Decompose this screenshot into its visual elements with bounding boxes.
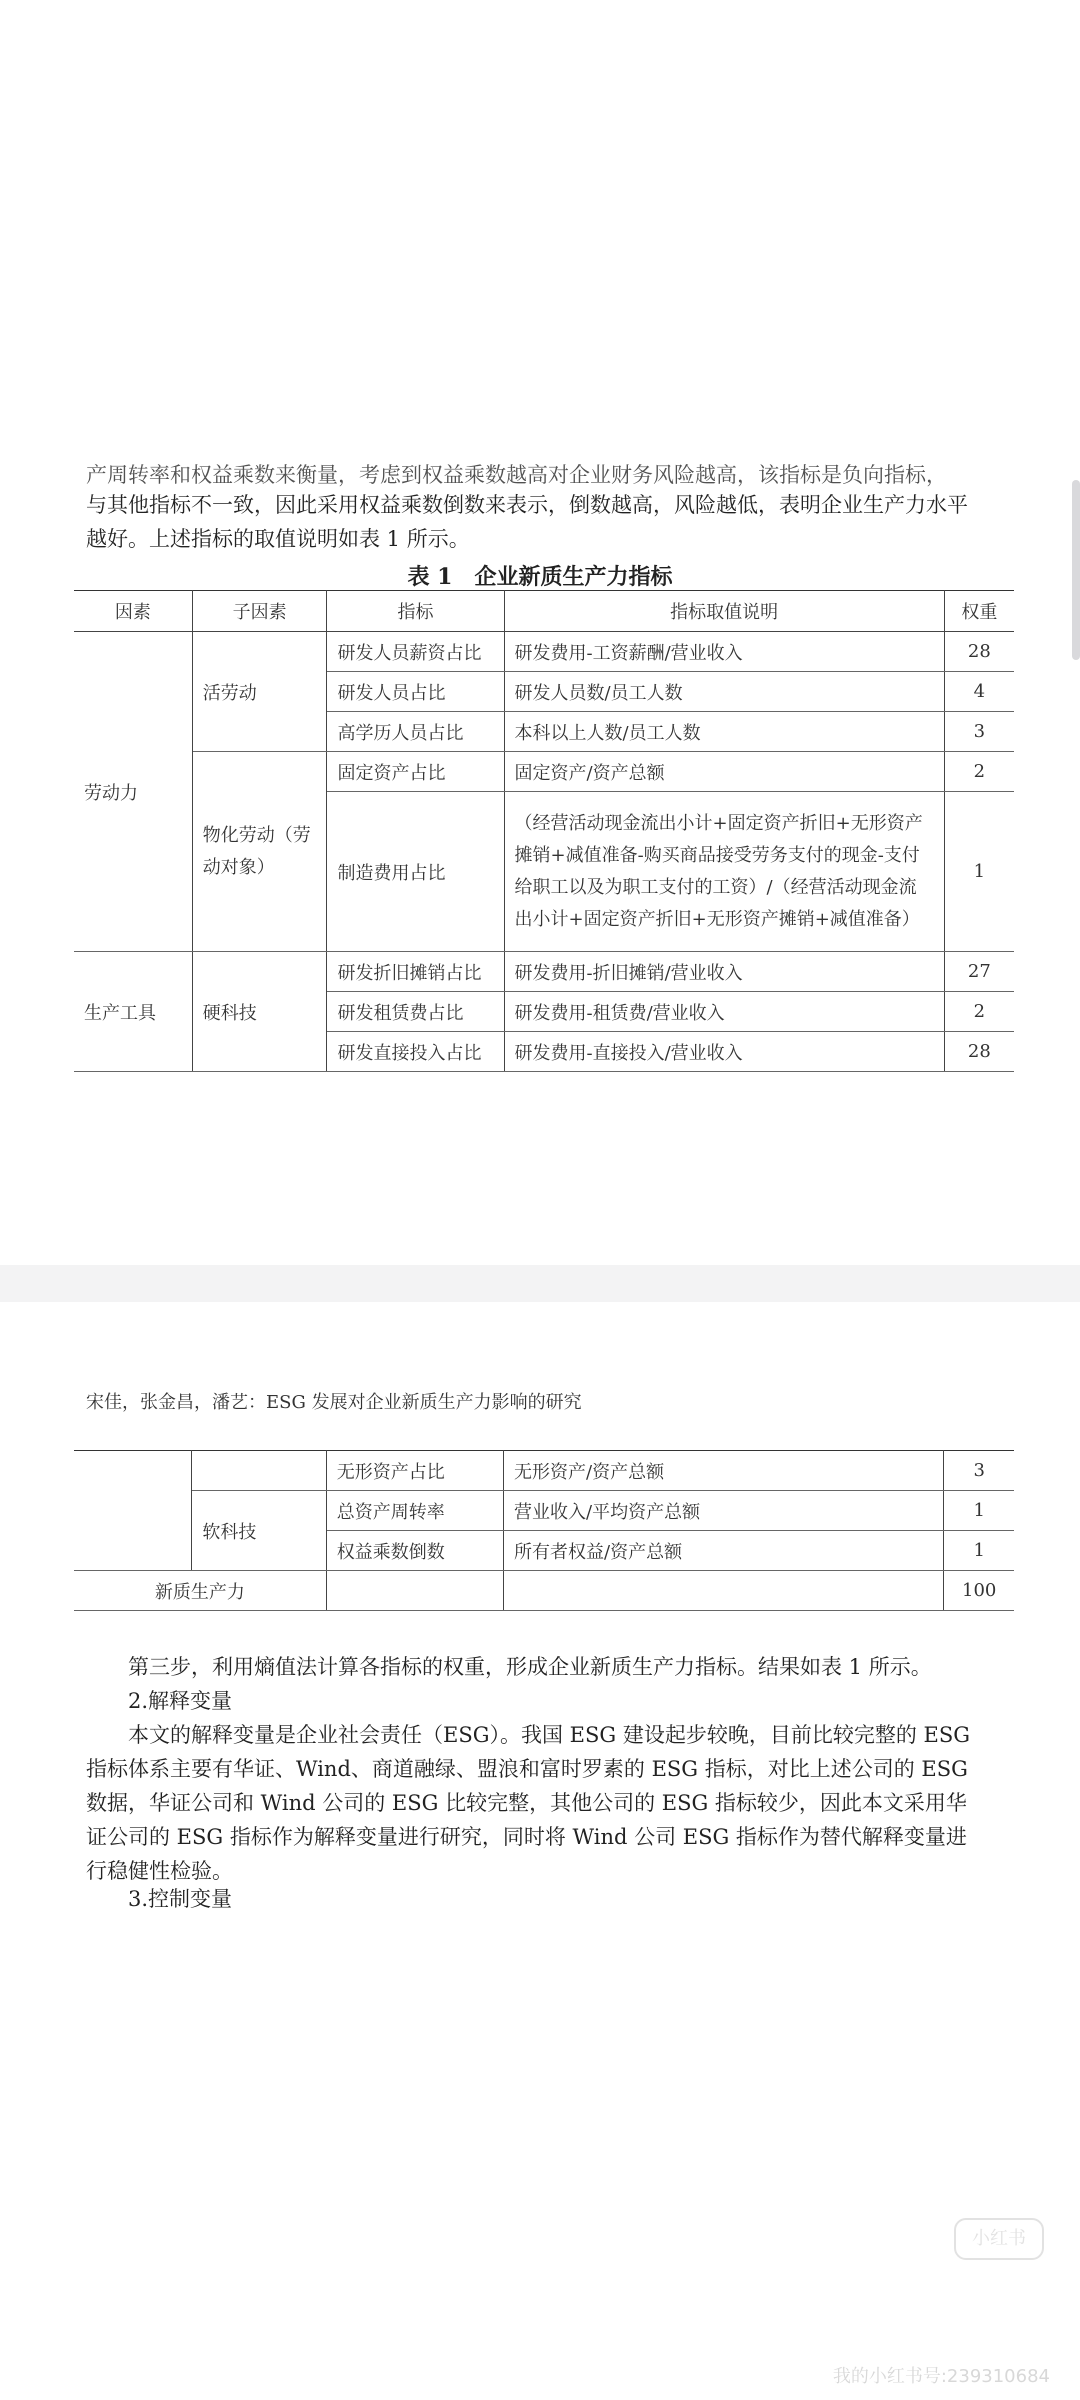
- desc-cell: 研发费用-租赁费/营业收入: [504, 992, 944, 1032]
- indicator-table: [74, 590, 1014, 1072]
- desc-cell: 研发费用-直接投入/营业收入: [504, 1032, 944, 1072]
- table-total-row: [74, 1571, 1014, 1611]
- subfactor-cell: 软科技: [192, 1491, 326, 1571]
- indicator-cell: 制造费用占比: [327, 792, 504, 952]
- indicator-cell: [326, 1571, 503, 1611]
- weight-cell: 2: [944, 752, 1014, 792]
- desc-cell: （经营活动现金流出小计+固定资产折旧+无形资产摊销+减值准备-购买商品接受劳务支付的现金-支付给职工以及为职工支付的工资）/（经营活动现金流出小计+固定资产折旧+无形资产摊销+减值准备）: [504, 792, 944, 952]
- factor-cell: 生产工具: [74, 952, 192, 1072]
- subfactor-cell: 物化劳动（劳动对象）: [192, 752, 327, 952]
- cut-off-text-line: [86, 458, 976, 474]
- indicator-cell: 研发直接投入占比: [327, 1032, 504, 1072]
- explanatory-paragraph: 本文的解释变量是企业社会责任（ESG）。我国 ESG 建设起步较晚，目前比较完整的 ESG 指标体系主要有华证、Wind、商道融绿、盟浪和富时罗素的 ESG 指标，对比上述公司的 ESG 数据，华证公司和 Wind 公司的 ESG 比较完整，其他公司的 ESG 指标较少，因此本文采用华证公司的 ESG 指标作为解释变量进行研究，同时将 Wind 公司 ESG 指标作为替代解释变量进行稳健性检验。: [86, 1723, 970, 1883]
- subfactor-cell: 硬科技: [192, 952, 327, 1072]
- desc-cell: 研发费用-折旧摊销/营业收入: [504, 952, 944, 992]
- table-row: [74, 1451, 1014, 1491]
- table-header: 因素: [74, 591, 192, 632]
- desc-cell: 研发人员数/员工人数: [504, 672, 944, 712]
- running-header: 宋佳，张金昌，潘艺：ESG 发展对企业新质生产力影响的研究: [86, 1392, 582, 1413]
- table-row: [74, 952, 1014, 992]
- subfactor-cell: 活劳动: [192, 632, 327, 752]
- desc-cell: 无形资产/资产总额: [504, 1451, 944, 1491]
- section-heading: 2.解释变量: [128, 1689, 233, 1713]
- indicator-table-continued: [74, 1450, 1014, 1611]
- indicator-cell: 高学历人员占比: [327, 712, 504, 752]
- table-title: 表 1 企业新质生产力指标: [407, 564, 673, 590]
- weight-cell: 1: [944, 1531, 1014, 1571]
- weight-cell: 3: [944, 1451, 1014, 1491]
- weight-cell: 28: [944, 1032, 1014, 1072]
- table-row: [74, 1491, 1014, 1531]
- desc-cell: 固定资产/资产总额: [504, 752, 944, 792]
- table-row: [74, 752, 1014, 792]
- factor-cell: 劳动力: [74, 632, 192, 952]
- subfactor-cell: [192, 1451, 326, 1491]
- weight-cell: 28: [944, 632, 1014, 672]
- total-weight-cell: 100: [944, 1571, 1014, 1611]
- desc-cell: 营业收入/平均资产总额: [504, 1491, 944, 1531]
- section-heading: 3.控制变量: [128, 1887, 233, 1911]
- table-header: 指标取值说明: [504, 591, 944, 632]
- xiaohongshu-logo: 小红书: [954, 2218, 1044, 2260]
- weight-cell: 1: [944, 1491, 1014, 1531]
- indicator-cell: 研发人员占比: [327, 672, 504, 712]
- total-label-cell: 新质生产力: [74, 1571, 326, 1611]
- step3-paragraph: 第三步，利用熵值法计算各指标的权重，形成企业新质生产力指标。结果如表 1 所示。: [128, 1655, 932, 1679]
- weight-cell: 3: [944, 712, 1014, 752]
- table-header: 子因素: [192, 591, 327, 632]
- desc-cell: 所有者权益/资产总额: [504, 1531, 944, 1571]
- weight-cell: 27: [944, 952, 1014, 992]
- indicator-cell: 固定资产占比: [327, 752, 504, 792]
- weight-cell: 1: [944, 792, 1014, 952]
- page-divider: [0, 1265, 1080, 1302]
- weight-cell: 2: [944, 992, 1014, 1032]
- indicator-cell: 权益乘数倒数: [326, 1531, 503, 1571]
- watermark-id: 我的小红书号:239310684: [832, 2366, 1050, 2387]
- intro-paragraph: 与其他指标不一致，因此采用权益乘数倒数来表示，倒数越高，风险越低，表明企业生产力水平越好。上述指标的取值说明如表 1 所示。: [86, 493, 968, 551]
- indicator-cell: 无形资产占比: [326, 1451, 503, 1491]
- table-header: 指标: [327, 591, 504, 632]
- desc-cell: 研发费用-工资薪酬/营业收入: [504, 632, 944, 672]
- indicator-cell: 研发折旧摊销占比: [327, 952, 504, 992]
- table-row: [74, 632, 1014, 672]
- desc-cell: [504, 1571, 944, 1611]
- desc-cell: 本科以上人数/员工人数: [504, 712, 944, 752]
- factor-cell: [74, 1451, 192, 1571]
- indicator-cell: 研发租赁费占比: [327, 992, 504, 1032]
- indicator-cell: 总资产周转率: [326, 1491, 503, 1531]
- indicator-cell: 研发人员薪资占比: [327, 632, 504, 672]
- weight-cell: 4: [944, 672, 1014, 712]
- table-header: 权重: [944, 591, 1014, 632]
